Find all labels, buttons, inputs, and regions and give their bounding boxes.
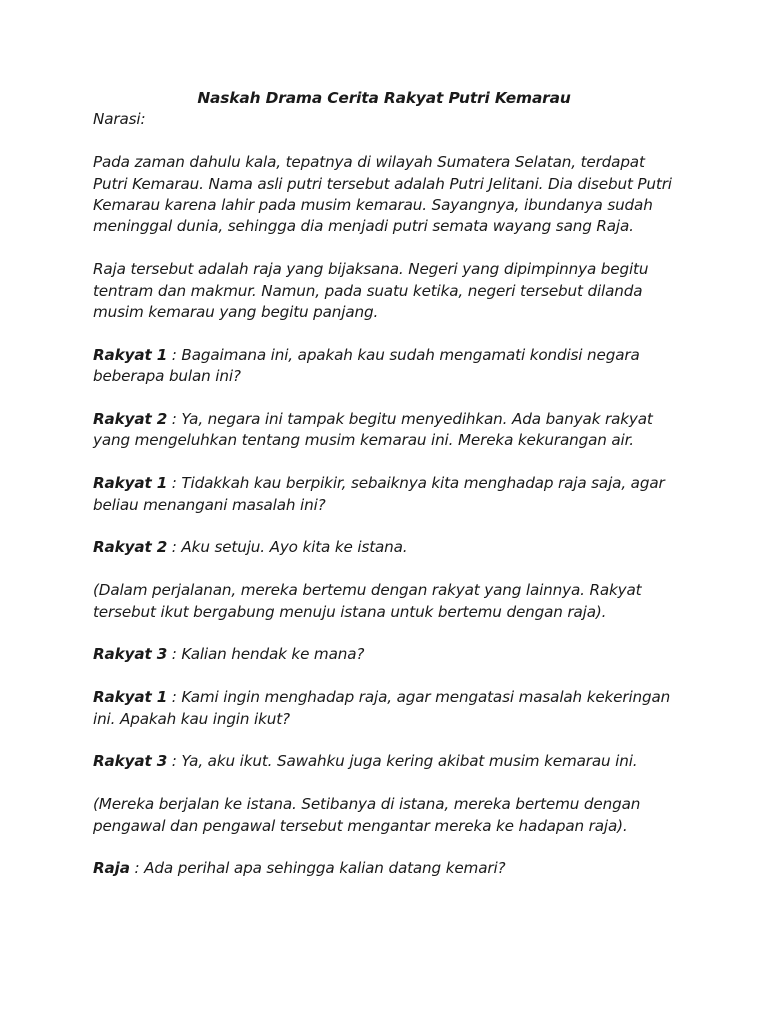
document-page (93, 88, 683, 880)
speaker-name: Rakyat 1 (93, 345, 168, 364)
narration-paragraph: Pada zaman dahulu kala, tepatnya di wilayah Sumatera Selatan, terdapat Putri Kemarau. Nama asli putri tersebut adalah Putri Jelitani. Dia disebut Putri Kemarau karena lahir pada musim kemarau. Sayangnya, ibundanya sudah meninggal dunia, sehingga dia menjadi putri semata wayang sang Raja. (93, 153, 672, 236)
document-title: Naskah Drama Cerita Rakyat Putri Kemarau (197, 89, 571, 107)
dialogue-text: : Kalian hendak ke mana? (167, 645, 365, 664)
dialogue-text: : Bagaimana ini, apakah kau sudah mengamati kondisi negara beberapa bulan ini? (93, 345, 640, 386)
speaker-name: Raja (93, 859, 130, 878)
narration-label: Narasi: (93, 110, 146, 129)
stage-direction: (Mereka berjalan ke istana. Setibanya di istana, mereka bertemu dengan pengawal dan pengawal tersebut mengantar mereka ke hadapan raja). (93, 795, 641, 835)
dialogue-text: : Tidakkah kau berpikir, sebaiknya kita menghadap raja saja, agar beliau menangani masalah ini? (93, 474, 665, 514)
dialogue-text: : Ada perihal apa sehingga kalian datang kemari? (129, 859, 506, 878)
dialogue-line (93, 409, 683, 452)
dialogue-text: : Ya, aku ikut. Sawahku juga kering akibat musim kemarau ini. (167, 752, 638, 771)
dialogue-line (93, 751, 683, 772)
dialogue-text: : Ya, negara ini tampak begitu menyedihkan. Ada banyak rakyat yang mengeluhkan tentang musim kemarau ini. Mereka kekurangan air. (93, 410, 653, 450)
speaker-name: Rakyat 3 (93, 645, 168, 664)
speaker-name: Rakyat 2 (93, 410, 168, 429)
dialogue-line (93, 345, 683, 388)
dialogue-line (93, 644, 683, 665)
dialogue-line (93, 858, 683, 879)
stage-direction: (Dalam perjalanan, mereka bertemu dengan rakyat yang lainnya. Rakyat tersebut ikut bergabung menuju istana untuk bertemu dengan raja). (93, 581, 642, 621)
speaker-name: Rakyat 2 (93, 538, 168, 557)
speaker-name: Rakyat 1 (93, 688, 168, 707)
dialogue-line (93, 687, 683, 730)
speaker-name: Rakyat 1 (93, 474, 168, 493)
narration-paragraph: Raja tersebut adalah raja yang bijaksana. Negeri yang dipimpinnya begitu tentram dan makmur. Namun, pada suatu ketika, negeri tersebut dilanda musim kemarau yang begitu panjang. (93, 260, 649, 322)
speaker-name: Rakyat 3 (93, 752, 168, 771)
dialogue-text: : Kami ingin menghadap raja, agar mengatasi masalah kekeringan ini. Apakah kau ingin ikut? (93, 688, 671, 728)
dialogue-text: : Aku setuju. Ayo kita ke istana. (167, 538, 408, 557)
dialogue-line (93, 537, 683, 558)
dialogue-line (93, 473, 683, 516)
